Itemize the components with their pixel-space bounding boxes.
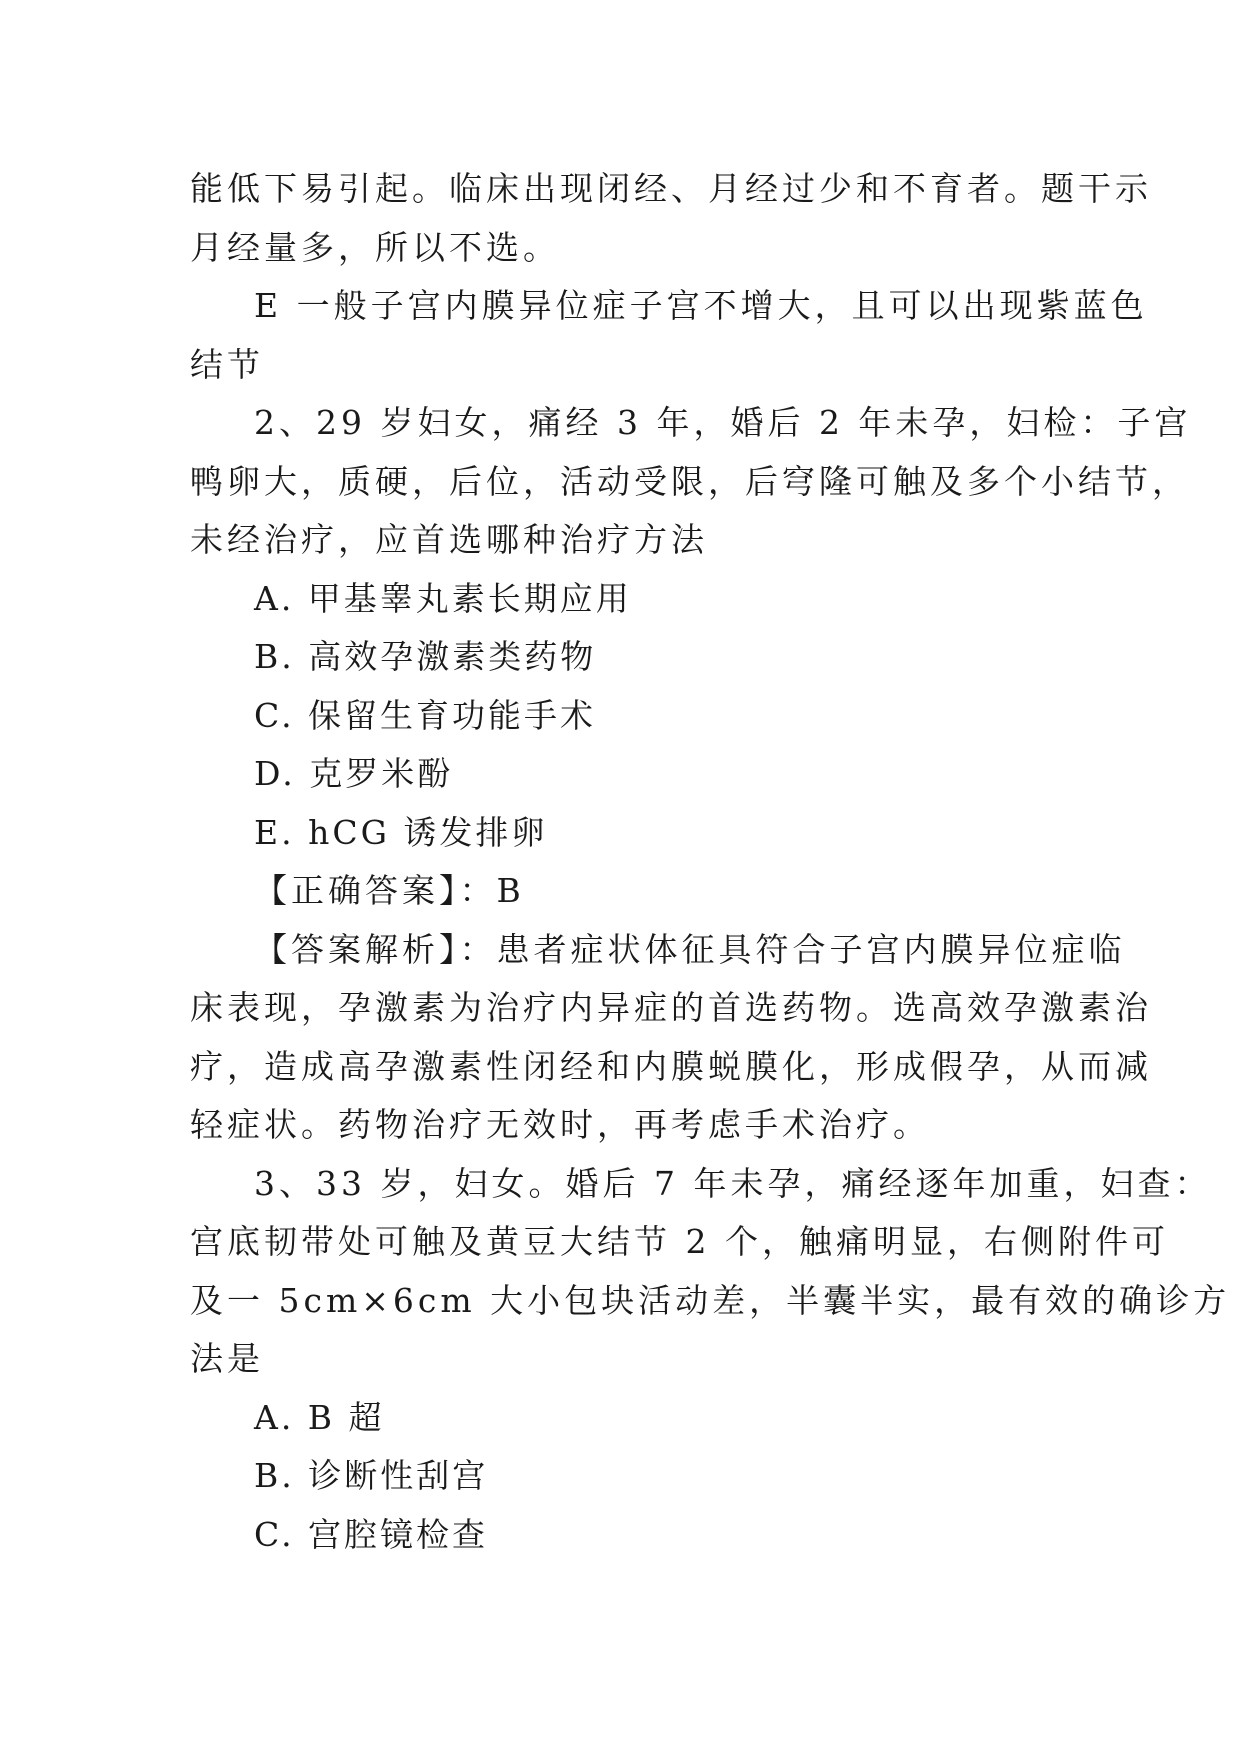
text-line: 未经治疗，应首选哪种治疗方法 [190,520,708,559]
text-line: 法是 [190,1339,264,1378]
text-line: 及一 5cm×6cm 大小包块活动差，半囊半实，最有效的确诊方 [190,1280,1231,1320]
text-line: 鸭卵大，质硬，后位，活动受限，后穹隆可触及多个小结节， [190,461,1189,501]
document-page [190,160,1231,1564]
text-line: 能低下易引起。临床出现闭经、月经过少和不育者。题干示 [190,169,1152,208]
option-e: E. hCG 诱发排卵 [254,812,548,852]
question-2-stem: 2、29 岁妇女，痛经 3 年，婚后 2 年未孕，妇检：子宫 [254,403,1192,442]
option-a: A. B 超 [254,1397,385,1437]
option-c: C. 宫腔镜检查 [254,1514,489,1554]
correct-answer: 【正确答案】：B [254,871,525,910]
text-line: 床表现，孕激素为治疗内异症的首选药物。选高效孕激素治 [190,988,1152,1027]
option-d: D. 克罗米酚 [254,754,454,793]
text-line: 轻症状。药物治疗无效时，再考虑手术治疗。 [190,1105,930,1144]
text-line: E 一般子宫内膜异位症子宫不增大，且可以出现紫蓝色 [254,286,1148,325]
text-line: 疗，造成高孕激素性闭经和内膜蜕膜化，形成假孕，从而减 [190,1046,1152,1086]
text-line: 宫底韧带处可触及黄豆大结节 2 个，触痛明显，右侧附件可 [190,1222,1169,1261]
text-line: 月经量多，所以不选。 [190,227,560,267]
option-b: B. 诊断性刮宫 [254,1456,489,1495]
answer-explanation: 【答案解析】：患者症状体征具符合子宫内膜异位症临 [254,929,1126,969]
option-a: A. 甲基睾丸素长期应用 [254,578,632,618]
text-line: 结节 [190,344,264,384]
option-b: B. 高效孕激素类药物 [254,637,597,676]
question-3-stem: 3、33 岁，妇女。婚后 7 年未孕，痛经逐年加重，妇查： [254,1163,1212,1203]
option-c: C. 保留生育功能手术 [254,695,597,735]
